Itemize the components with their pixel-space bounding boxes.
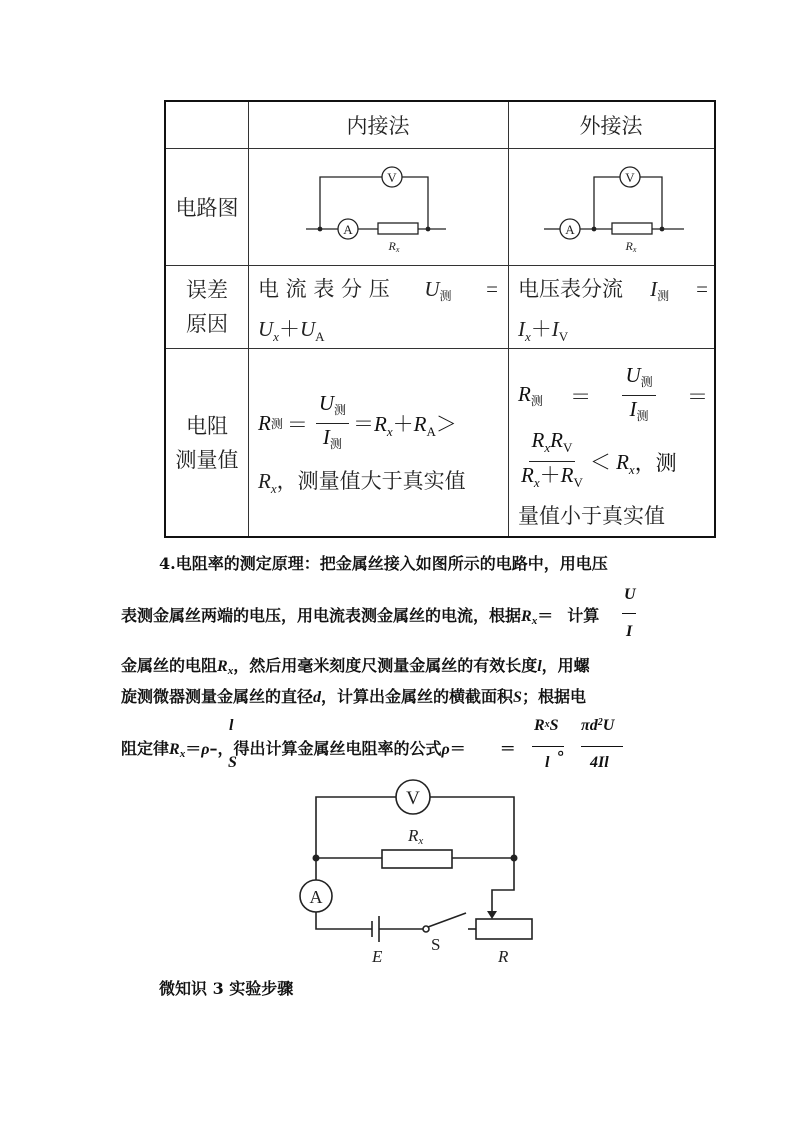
- formula-4il: 4Il: [590, 754, 609, 771]
- paragraph-line-2: 表测金属丝两端的电压，用电流表测金属丝的电流，根据Rx＝ 计算: [121, 606, 600, 627]
- formula-pid2u: $\pi d^2U$: [581, 717, 615, 734]
- rheostat-label: R: [498, 947, 509, 966]
- comparison-table: [164, 100, 716, 538]
- formula-rxs: RxS: [534, 717, 559, 734]
- outer-measured-conclusion: 量值小于真实值: [518, 504, 665, 528]
- paragraph-line-4-tail: ；根据电: [521, 687, 586, 706]
- outer-error-formula-b: $I_x+I_V$: [518, 317, 569, 344]
- paragraph-line-2-text: 表测金属丝两端的电压，用电流表测金属丝的电流，根据: [121, 606, 522, 625]
- outer-error-cell: [518, 272, 710, 342]
- paragraph-line-5-tail: 。: [557, 739, 574, 758]
- table-divider: [248, 102, 249, 536]
- fraction-bar: [622, 613, 636, 614]
- outer-measured-cell: [518, 364, 710, 530]
- table-divider: [166, 348, 714, 349]
- formula-s: S: [228, 754, 237, 771]
- paragraph-line-5-middle: ，得出计算金属丝电阻率的公式: [217, 739, 442, 758]
- formula-l: l: [229, 717, 234, 734]
- paragraph-line-1: 4.电阻率的测定原理：把金属丝接入如图所示的电路中，用电压: [159, 554, 608, 573]
- inner-measured-cell: [258, 392, 504, 497]
- row-label-measured-line2: 测量值: [175, 448, 239, 472]
- paragraph-line-2-tail: 计算: [567, 606, 600, 625]
- paragraph-line-3-tail: ，用螺: [541, 656, 590, 675]
- svg-text:V: V: [387, 170, 397, 185]
- inner-measured-rx: $R_x$: [258, 469, 277, 496]
- formula-u: U: [624, 586, 636, 603]
- paragraph-line-4: 旋测微器测量金属丝的直径d，计算出金属丝的横截面积S；根据电: [121, 687, 586, 706]
- inner-error-text: 电 流 表 分 压: [258, 277, 390, 301]
- inner-connection-circuit: [306, 157, 446, 257]
- svg-text:Rx: Rx: [388, 239, 400, 254]
- rx-label: Rx: [408, 826, 424, 847]
- outer-measured-formula-a: $R_测$ ＝ $\frac{U_测}{I_测}$ ＝: [518, 363, 708, 423]
- outer-measured-tail: ，测: [634, 450, 677, 475]
- header-outer-method: 外接法: [579, 114, 643, 138]
- ammeter-label: A: [309, 887, 323, 907]
- header-inner-method: 内接法: [346, 114, 410, 138]
- inner-measured-conclusion: ，测量值大于真实值: [276, 469, 466, 493]
- paragraph-line-3-middle: ，然后用毫米刻度尺测量金属丝的有效长度: [233, 656, 538, 675]
- resistivity-circuit: [290, 775, 550, 970]
- row-label-error-line1: 误差: [186, 277, 228, 302]
- outer-connection-circuit: [544, 157, 684, 257]
- row-label-measured: [166, 348, 248, 538]
- outer-error-formula-a: $I_测$: [650, 277, 670, 303]
- svg-text:A: A: [343, 222, 353, 237]
- row-label-error-line2: 原因: [186, 311, 228, 336]
- paragraph-line-4-middle: ，计算出金属丝的横截面积: [321, 687, 514, 706]
- outer-error-text: 电压表分流: [518, 277, 623, 301]
- outer-error-equals: =: [696, 277, 708, 301]
- fraction-bar: [532, 746, 564, 747]
- voltmeter-label: V: [406, 788, 420, 809]
- table-divider: [166, 265, 714, 266]
- formula-i: I: [626, 623, 633, 640]
- inner-error-formula-a: $U_测$: [424, 277, 452, 303]
- paragraph-line-4-text: 旋测微器测量金属丝的直径: [121, 687, 314, 706]
- paragraph-line-5: 阻定律Rx＝ρ–，得出计算金属丝电阻率的公式ρ＝ ＝ 。: [121, 739, 574, 760]
- paragraph-line-3-text: 金属丝的电阻: [121, 656, 218, 675]
- svg-text:Rx: Rx: [625, 239, 637, 254]
- inner-error-formula-b: $U_x+U_A$: [258, 317, 325, 344]
- row-label-measured-line1: 电阻: [186, 414, 228, 438]
- inner-error-equals: =: [486, 277, 498, 301]
- row-label-error: [166, 265, 248, 348]
- formula-l2: l: [545, 754, 550, 771]
- svg-text:V: V: [625, 170, 635, 185]
- battery-label: E: [372, 947, 383, 966]
- svg-text:A: A: [565, 222, 575, 237]
- row-label-circuit: 电路图: [175, 195, 239, 220]
- paragraph-line-5-text: 阻定律: [121, 739, 170, 758]
- inner-error-cell: [258, 272, 502, 342]
- fraction-bar: [581, 746, 623, 747]
- paragraph-line-3: 金属丝的电阻Rx，然后用毫米刻度尺测量金属丝的有效长度l，用螺: [121, 656, 590, 677]
- table-divider: [508, 102, 509, 536]
- inner-measured-formula: R 测 ＝ $\frac{U_测}{I_测}$ $=R_x+R_A>$: [258, 391, 457, 451]
- table-divider: [166, 148, 714, 149]
- section-title: 微知识 3 实验步骤: [159, 979, 294, 998]
- outer-measured-formula-b: $\frac{R_xR_V}{R_x+R_V}$ ＜ $R_x$ ，测: [521, 428, 677, 490]
- switch-label: S: [431, 935, 441, 954]
